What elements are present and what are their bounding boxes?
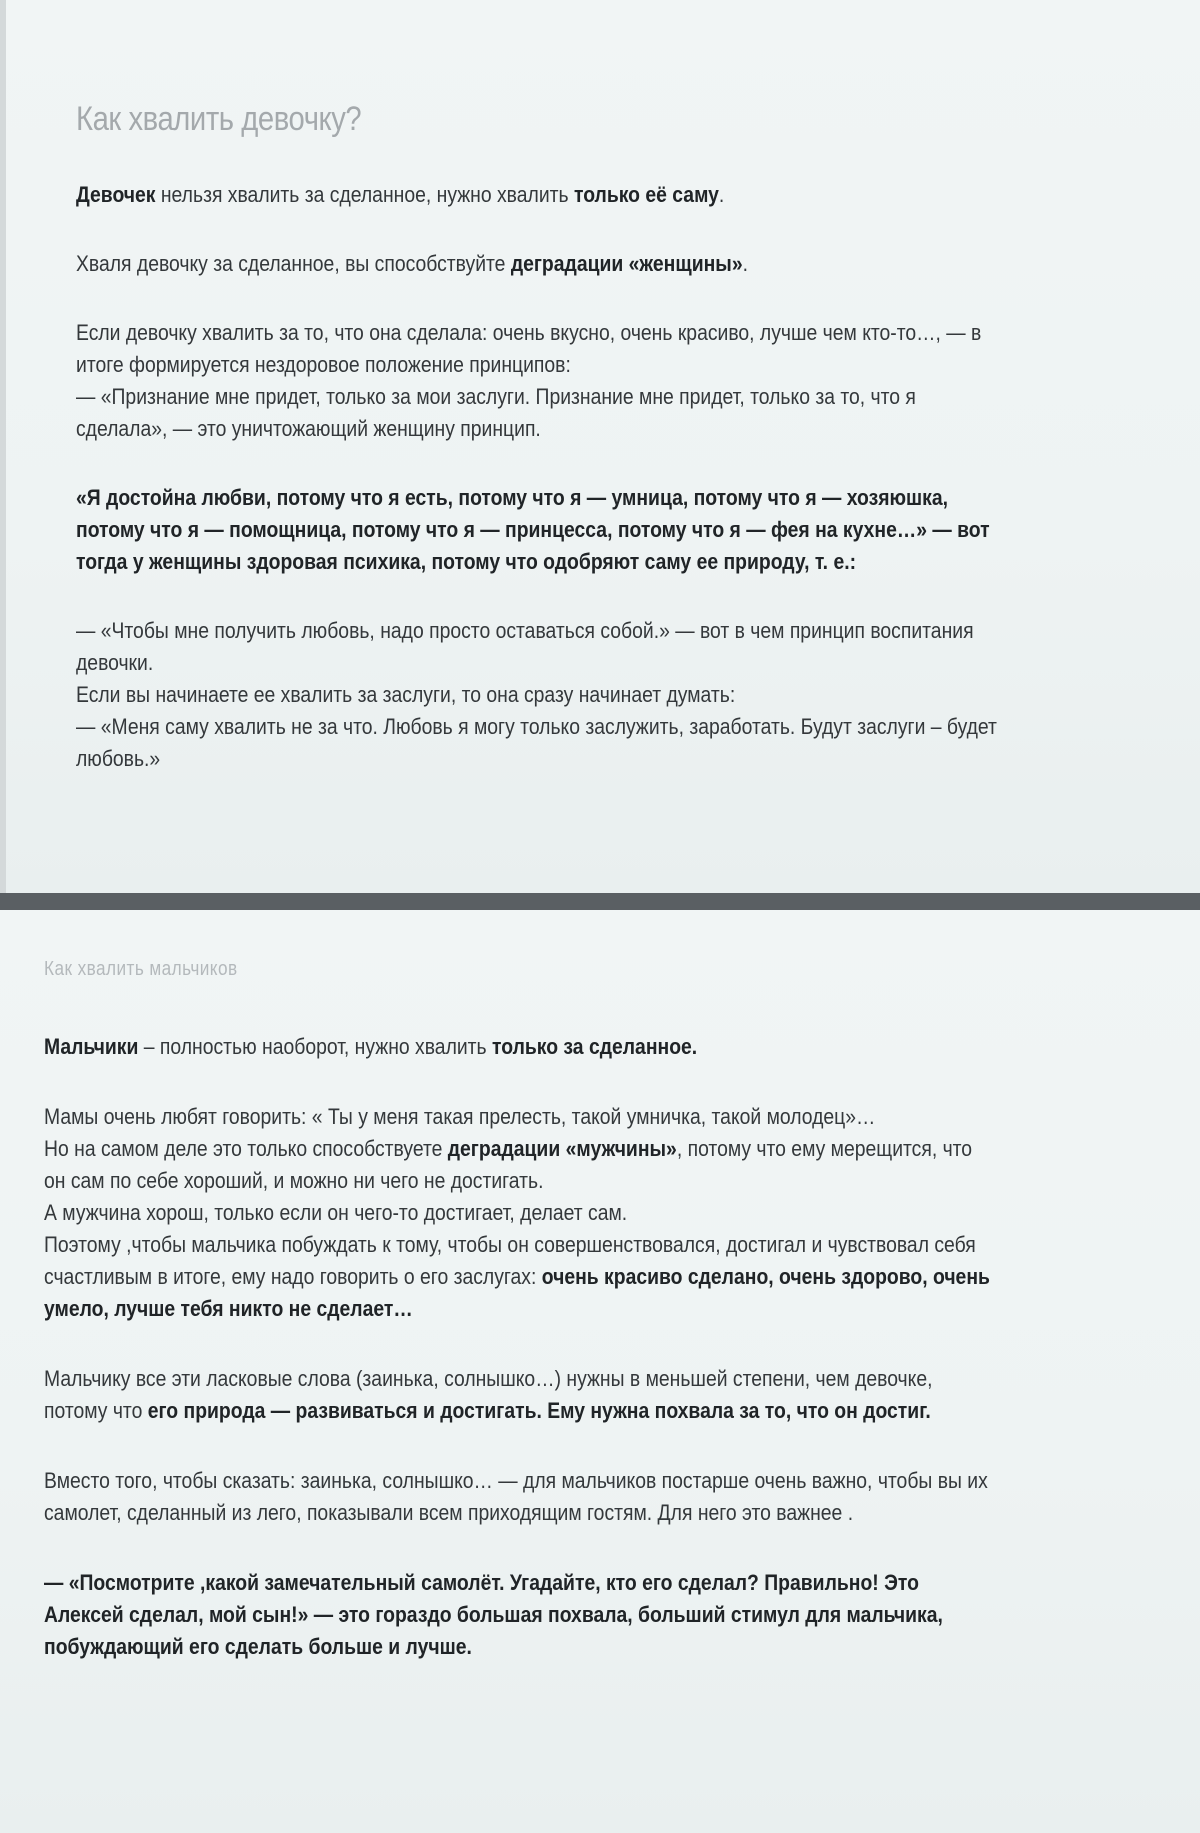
text-bold: деградации «мужчины»	[447, 1136, 677, 1161]
text-line: Мамы очень любят говорить: « Ты у меня такая прелесть, такой умничка, такой молодец»…	[44, 1104, 876, 1129]
text: Но на самом деле это только способствуете	[44, 1136, 448, 1161]
text: счастливым в итоге, ему надо говорить о его заслугах:	[44, 1264, 542, 1289]
text-line: — «Чтобы мне получить любовь, надо просто оставаться собой.» — вот в чем принцип воспитания	[76, 618, 974, 643]
text: потому что	[44, 1398, 148, 1423]
paragraph-girls-4	[76, 482, 1132, 578]
text-line: Если вы начинаете ее хвалить за заслуги, то она сразу начинает думать:	[76, 682, 736, 707]
paragraph-boys-2	[44, 1101, 1100, 1325]
text-line-mixed	[44, 1133, 1100, 1165]
text-line: Вместо того, чтобы сказать: заинька, солнышко… — для мальчиков постарше очень важно, чтобы вы их	[44, 1468, 988, 1493]
text-bold: Девочек	[76, 182, 156, 207]
text: , потому что ему мерещится, что	[676, 1136, 973, 1161]
text-line: итоге формируется нездоровое положение принципов:	[76, 352, 571, 377]
text-line: А мужчина хорош, только если он чего-то достигает, делает сам.	[44, 1200, 628, 1225]
text-line: девочки.	[76, 650, 154, 675]
paragraph-boys-1	[44, 1031, 1100, 1063]
text-line: Если девочку хвалить за то, что она сделала: очень вкусно, очень красиво, лучше чем кто-то…, — в	[76, 320, 982, 345]
text-line: умело, лучше тебя никто не сделает…	[44, 1296, 413, 1321]
text-bold: только за сделанное.	[492, 1034, 698, 1059]
text: .	[718, 182, 725, 207]
text: – полностью наоборот, нужно хвалить	[138, 1034, 493, 1059]
text-line: сделала», — это уничтожающий женщину принцип.	[76, 416, 541, 441]
page-divider	[0, 893, 1200, 910]
text-bold: очень красиво сделано, очень здорово, очень	[541, 1264, 990, 1289]
text-line: Мальчику все эти ласковые слова (заинька, солнышко…) нужны в меньшей степени, чем девочке,	[44, 1366, 933, 1391]
paragraph-girls-1	[76, 179, 1132, 211]
heading-boys: Как хвалить мальчиков	[44, 958, 238, 980]
text-line: тогда у женщины здоровая психика, потому что одобряют саму ее природу, т. е.:	[76, 549, 857, 574]
text-line: Поэтому ,чтобы мальчика побуждать к тому, чтобы он совершенствовался, достигал и чувствовал себя	[44, 1232, 976, 1257]
paragraph-boys-5	[44, 1567, 1100, 1663]
text-line: побуждающий его сделать больше и лучше.	[44, 1634, 472, 1659]
text-bold: его природа — развиваться и достигать. Ему нужна похвала за то, что он достиг.	[147, 1398, 931, 1423]
text-line: Алексей сделал, мой сын!» — это гораздо большая похвала, больший стимул для мальчика,	[44, 1602, 943, 1627]
text-line: любовь.»	[76, 746, 161, 771]
text-line: потому что я — помощница, потому что я — принцесса, потому что я — фея на кухне…» — вот	[76, 517, 990, 542]
text-bold: только её саму	[573, 182, 719, 207]
text-line: «Я достойна любви, потому что я есть, потому что я — умница, потому что я — хозяюшка,	[76, 485, 949, 510]
paragraph-girls-3	[76, 317, 1132, 445]
text-bold: Мальчики	[44, 1034, 139, 1059]
heading-girls: Как хвалить девочку?	[76, 100, 362, 138]
page-girls	[0, 0, 1200, 893]
text-bold: деградации «женщины»	[510, 251, 743, 276]
page-boys	[0, 910, 1200, 1833]
text: Хваля девочку за сделанное, вы способствуйте	[76, 251, 511, 276]
paragraph-girls-2	[76, 248, 1132, 280]
paragraph-boys-3	[44, 1363, 1100, 1427]
text-line-mixed	[44, 1395, 1100, 1427]
text: .	[742, 251, 748, 276]
text-line: — «Признание мне придет, только за мои заслуги. Признание мне придет, только за то, что я	[76, 384, 916, 409]
text-line: он сам по себе хороший, и можно ни чего не достигать.	[44, 1168, 544, 1193]
text-line: — «Посмотрите ,какой замечательный самолёт. Угадайте, кто его сделал? Правильно! Это	[44, 1570, 919, 1595]
text-line: самолет, сделанный из лего, показывали всем приходящим гостям. Для него это важнее .	[44, 1500, 854, 1525]
text-line-mixed	[44, 1261, 1100, 1293]
text-line: — «Меня саму хвалить не за что. Любовь я могу только заслужить, заработать. Будут заслуги – будет	[76, 714, 997, 739]
paragraph-girls-5	[76, 615, 1132, 775]
text: нельзя хвалить за сделанное, нужно хвалить	[155, 182, 574, 207]
paragraph-boys-4	[44, 1465, 1100, 1529]
